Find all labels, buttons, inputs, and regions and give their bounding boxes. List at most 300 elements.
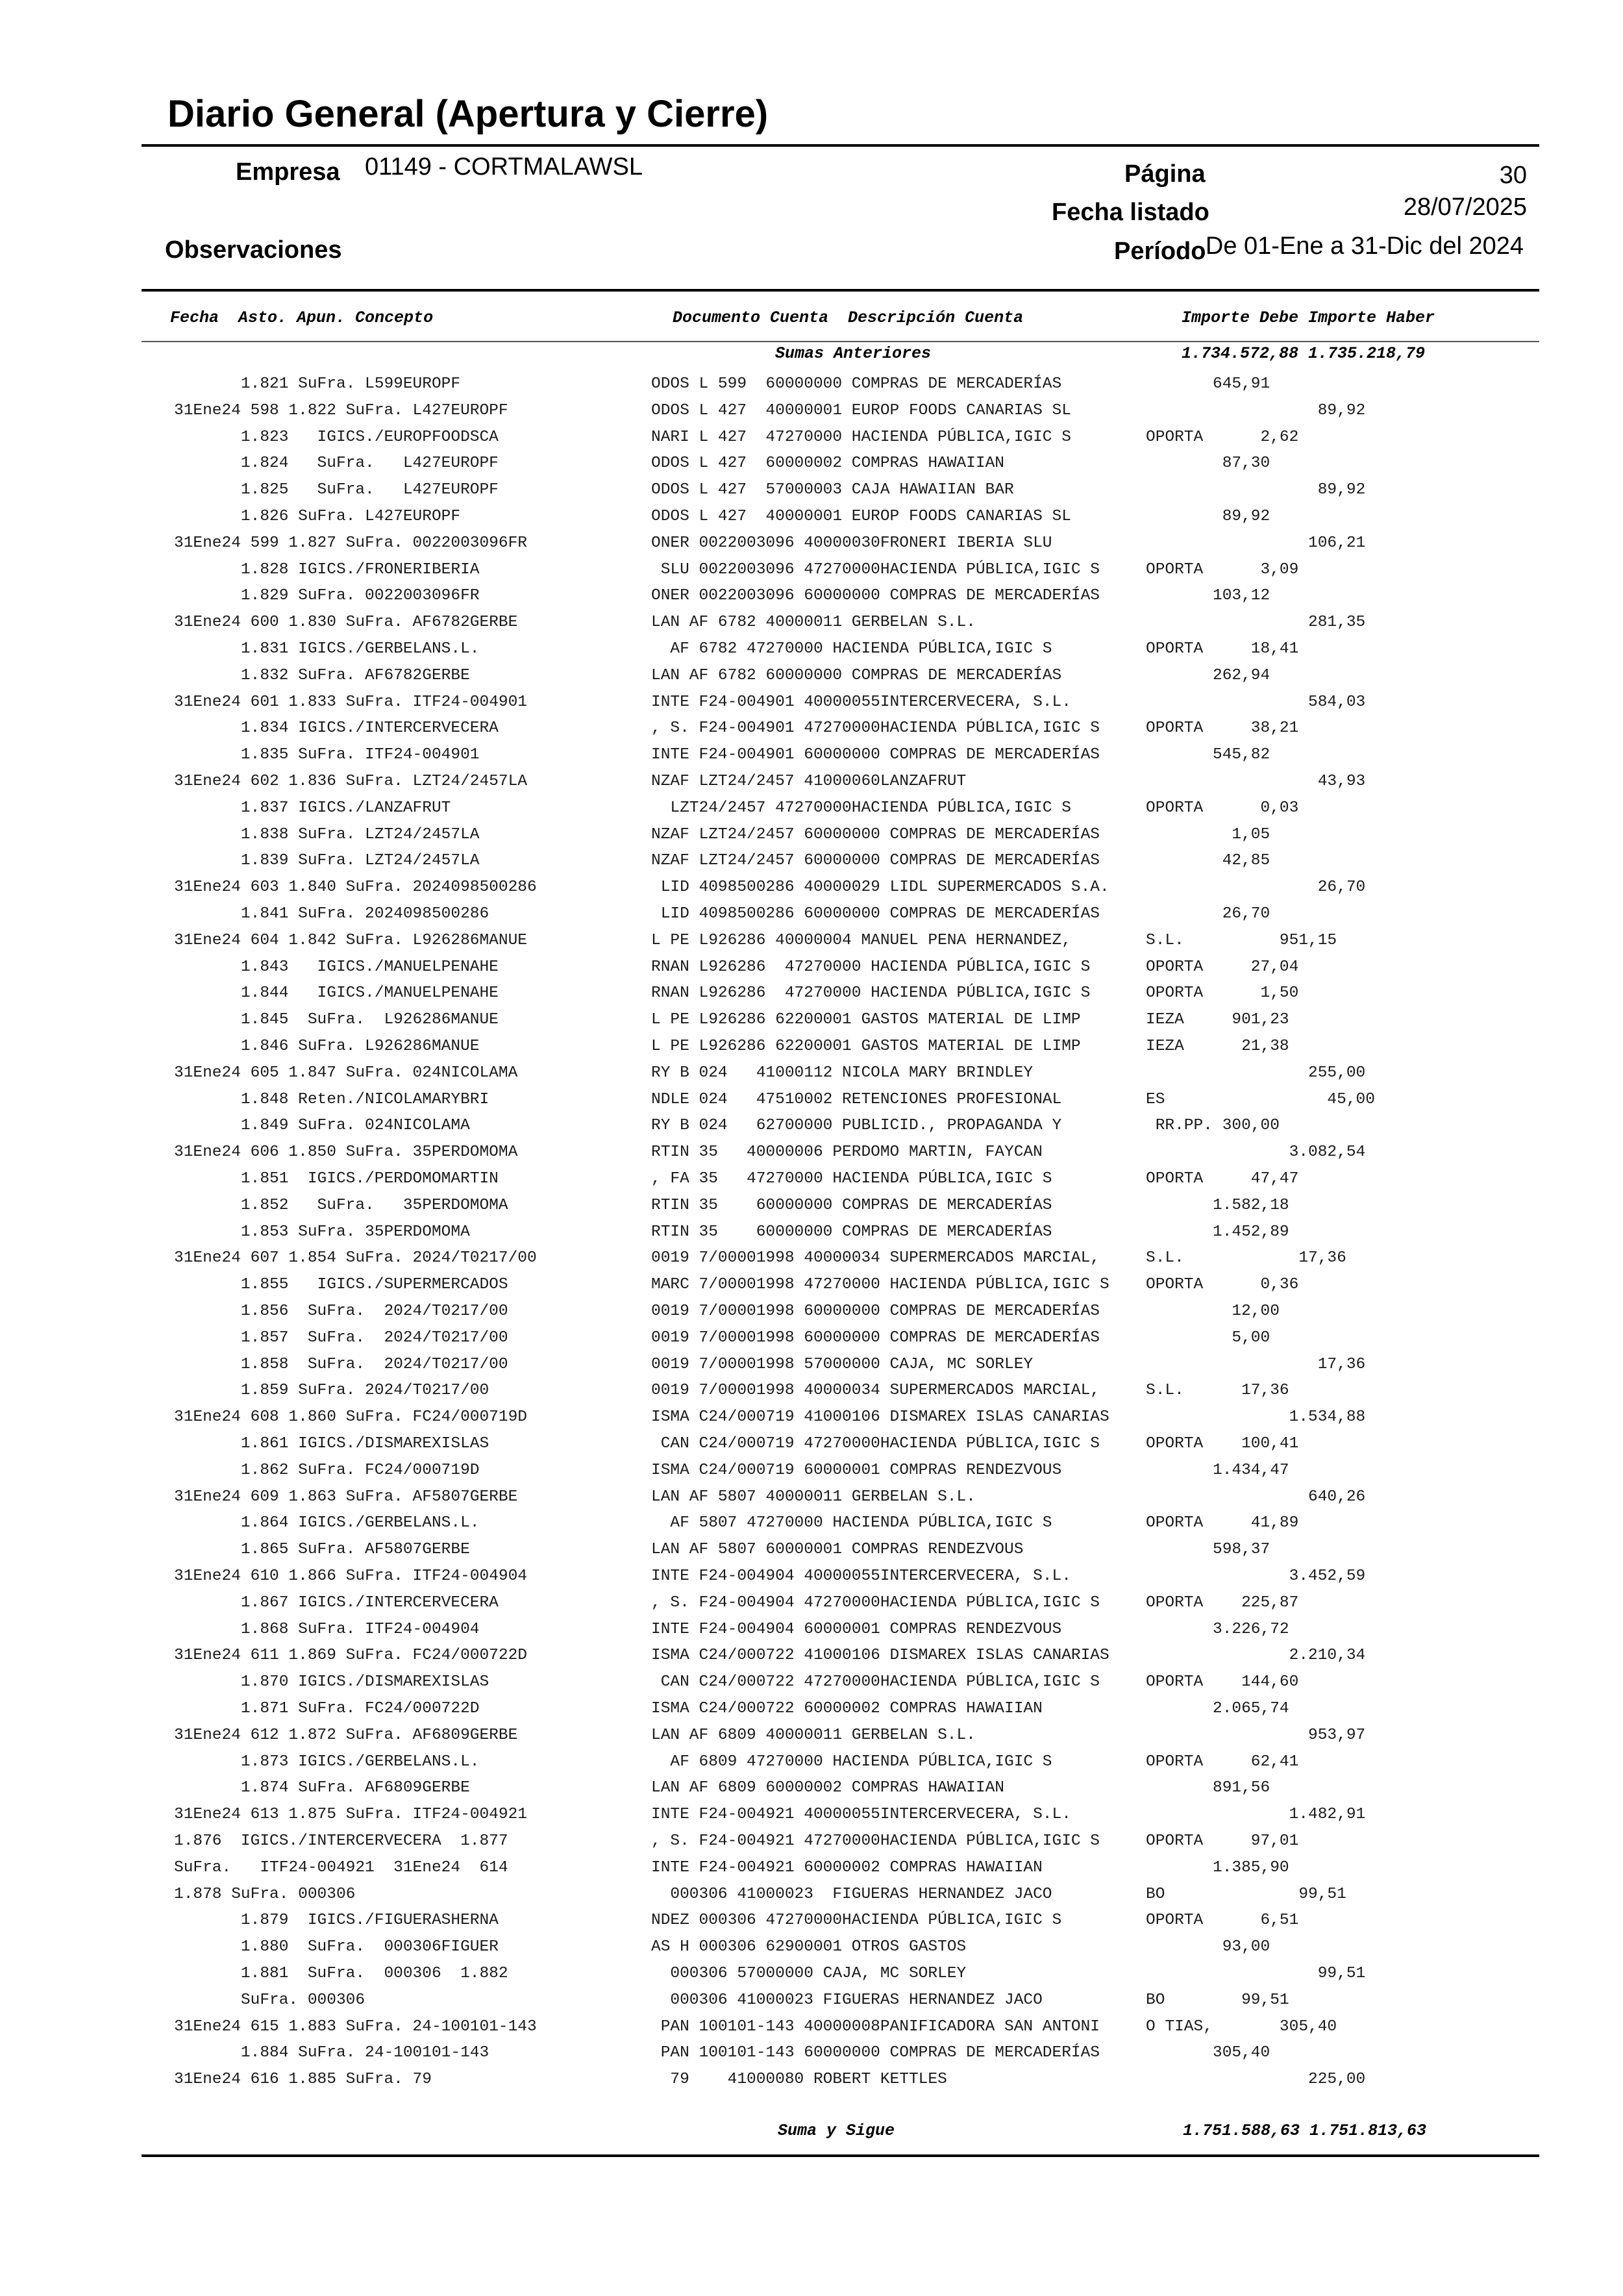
table-row xyxy=(0,905,1623,932)
entry-account: RTIN 35 40000006 PERDOMO MARTIN, FAYCAN xyxy=(651,1143,1043,1162)
entry-amount: 38,21 xyxy=(1213,719,1299,738)
entry-amount: 18,41 xyxy=(1213,640,1299,658)
entry-note: RR.PP. xyxy=(1146,1117,1213,1135)
entry-concept: 31Ene24 610 1.866 SuFra. ITF24-004904 xyxy=(174,1567,527,1585)
entry-account: LAN AF 6809 40000011 GERBELAN S.L. xyxy=(651,1726,976,1744)
entry-concept: 1.867 IGICS./INTERCERVECERA xyxy=(174,1593,499,1612)
table-row xyxy=(0,508,1623,534)
table-row xyxy=(0,1912,1623,1938)
periodo-label: Período xyxy=(1114,238,1206,265)
entry-concept: 1.849 SuFra. 024NICOLAMA xyxy=(174,1117,470,1135)
table-row xyxy=(0,402,1623,429)
entry-amount: 953,97 xyxy=(1213,1726,1366,1744)
entry-amount: 1.385,90 xyxy=(1213,1858,1289,1877)
table-row xyxy=(0,1329,1623,1356)
entry-account: LAN AF 6782 40000011 GERBELAN S.L. xyxy=(651,614,976,632)
entry-amount: 45,00 xyxy=(1213,1090,1375,1108)
table-row xyxy=(0,1382,1623,1408)
entry-account: L PE L926286 62200001 GASTOS MATERIAL DE LIMP xyxy=(651,1011,1081,1029)
table-row xyxy=(0,1197,1623,1223)
table-row xyxy=(0,1594,1623,1621)
report-title: Diario General (Apertura y Cierre) xyxy=(167,93,769,135)
entry-amount: 99,51 xyxy=(1213,1965,1366,1982)
entry-account: ISMA C24/000722 41000106 DISMAREX ISLAS CANARIAS xyxy=(651,1647,1109,1665)
entry-note: S.L. xyxy=(1146,1382,1184,1400)
entry-amount: 89,92 xyxy=(1213,401,1366,419)
entry-concept: 1.843 IGICS./MANUELPENAHE xyxy=(174,958,499,976)
entry-amount: 300,00 xyxy=(1213,1117,1280,1135)
column-header-left: Fecha Asto. Apun. Concepto xyxy=(170,308,434,327)
entry-note: OPORTA xyxy=(1146,719,1204,738)
table-row xyxy=(0,1356,1623,1382)
entry-account: LAN AF 5807 40000011 GERBELAN S.L. xyxy=(651,1488,976,1506)
table-row xyxy=(0,1091,1623,1117)
entry-note: OPORTA xyxy=(1146,560,1204,579)
entry-amount: 26,70 xyxy=(1213,905,1270,923)
entry-amount: 89,92 xyxy=(1213,508,1270,525)
entry-concept: 1.856 SuFra. 2024/T0217/00 xyxy=(174,1303,508,1320)
entry-account: ODOS L 427 57000003 CAJA HAWAIIAN BAR xyxy=(651,481,1014,499)
entry-account: INTE F24-004904 40000055INTERCERVECERA, S.L. xyxy=(651,1567,1071,1585)
column-header-middle: Documento Cuenta Descripción Cuenta xyxy=(673,308,1024,327)
table-row xyxy=(0,1435,1623,1462)
entry-account: NZAF LZT24/2457 60000000 COMPRAS DE MERCADERÍAS xyxy=(651,852,1100,870)
entry-concept: 1.846 SuFra. L926286MANUE xyxy=(174,1038,480,1055)
entry-amount: 99,51 xyxy=(1213,1885,1346,1903)
table-row xyxy=(0,1965,1623,1991)
entry-concept: 31Ene24 616 1.885 SuFra. 79 xyxy=(174,2071,432,2089)
entry-concept: 1.852 SuFra. 35PERDOMOMA xyxy=(174,1196,508,1214)
table-row xyxy=(0,561,1623,588)
entry-account: LAN AF 6809 60000002 COMPRAS HAWAIIAN xyxy=(651,1779,1004,1797)
entry-amount: 2.210,34 xyxy=(1213,1647,1366,1665)
entry-amount: 225,87 xyxy=(1213,1593,1299,1612)
entry-note: OPORTA xyxy=(1146,1276,1204,1294)
entry-concept: 31Ene24 613 1.875 SuFra. ITF24-004921 xyxy=(174,1806,527,1824)
table-row xyxy=(0,1753,1623,1780)
entry-concept: 1.835 SuFra. ITF24-004901 xyxy=(174,746,480,764)
pagina-value: 30 xyxy=(1499,162,1527,189)
table-row xyxy=(0,667,1623,693)
entry-amount: 640,26 xyxy=(1213,1488,1366,1506)
entry-concept: 1.871 SuFra. FC24/000722D xyxy=(174,1700,480,1717)
entry-account: 79 41000080 ROBERT KETTLES xyxy=(651,2071,947,2089)
table-row xyxy=(0,1991,1623,2018)
table-row xyxy=(0,1859,1623,1886)
entry-account: L PE L926286 62200001 GASTOS MATERIAL DE LIMP xyxy=(651,1038,1081,1055)
entry-concept: 1.853 SuFra. 35PERDOMOMA xyxy=(174,1223,470,1241)
entry-amount: 1.534,88 xyxy=(1213,1408,1366,1427)
entry-account: ISMA C24/000719 60000001 COMPRAS RENDEZVOUS xyxy=(651,1461,1062,1479)
entry-note: O TIAS, xyxy=(1146,2017,1213,2036)
table-row xyxy=(0,1038,1623,1064)
table-row xyxy=(0,852,1623,879)
table-row xyxy=(0,1621,1623,1647)
entry-concept: 1.851 IGICS./PERDOMOMARTIN xyxy=(174,1170,499,1188)
entry-amount: 891,56 xyxy=(1213,1779,1270,1797)
entry-amount: 97,01 xyxy=(1213,1832,1299,1850)
entry-concept: 1.861 IGICS./DISMAREXISLAS xyxy=(174,1435,489,1453)
entry-account: RNAN L926286 47270000 HACIENDA PÚBLICA,IGIC S xyxy=(651,984,1091,1003)
entry-note: OPORTA xyxy=(1146,1753,1204,1771)
entry-account: MARC 7/00001998 47270000 HACIENDA PÚBLICA,IGIC S xyxy=(651,1276,1109,1294)
entry-amount: 17,36 xyxy=(1213,1355,1366,1373)
entry-amount: 100,41 xyxy=(1213,1435,1299,1453)
table-row xyxy=(0,773,1623,799)
entry-amount: 584,03 xyxy=(1213,693,1366,711)
entry-amount: 12,00 xyxy=(1213,1303,1280,1320)
entry-amount: 0,03 xyxy=(1213,799,1299,817)
entry-account: RY B 024 62700000 PUBLICID., PROPAGANDA Y xyxy=(651,1117,1062,1135)
table-row xyxy=(0,1779,1623,1806)
table-row xyxy=(0,879,1623,905)
entry-account: , FA 35 47270000 HACIENDA PÚBLICA,IGIC S xyxy=(651,1170,1052,1188)
entry-note: OPORTA xyxy=(1146,984,1204,1003)
entry-account: NZAF LZT24/2457 41000060LANZAFRUT xyxy=(651,773,967,790)
entry-concept: 1.874 SuFra. AF6809GERBE xyxy=(174,1779,470,1797)
title-rule xyxy=(142,144,1539,147)
entry-amount: 1.482,91 xyxy=(1213,1806,1366,1824)
fecha-listado-value: 28/07/2025 xyxy=(1403,193,1527,221)
entry-note: OPORTA xyxy=(1146,428,1204,446)
table-row xyxy=(0,958,1623,985)
table-row xyxy=(0,429,1623,455)
entry-account: RTIN 35 60000000 COMPRAS DE MERCADERÍAS xyxy=(651,1223,1052,1241)
entry-amount: 281,35 xyxy=(1213,614,1366,632)
entry-account: LAN AF 5807 60000001 COMPRAS RENDEZVOUS xyxy=(651,1541,1024,1559)
entry-amount: 21,38 xyxy=(1213,1038,1289,1055)
entry-concept: 31Ene24 608 1.860 SuFra. FC24/000719D xyxy=(174,1408,527,1427)
entry-account: 0019 7/00001998 60000000 COMPRAS DE MERCADERÍAS xyxy=(651,1329,1100,1347)
entry-concept: 1.837 IGICS./LANZAFRUT xyxy=(174,799,451,817)
table-row xyxy=(0,1727,1623,1753)
entry-amount: 43,93 xyxy=(1213,773,1366,790)
table-row xyxy=(0,1806,1623,1832)
entry-concept: 1.832 SuFra. AF6782GERBE xyxy=(174,666,470,684)
entry-concept: 1.857 SuFra. 2024/T0217/00 xyxy=(174,1329,508,1347)
table-row xyxy=(0,1700,1623,1727)
entry-concept: 31Ene24 604 1.842 SuFra. L926286MANUE xyxy=(174,931,527,949)
table-row xyxy=(0,1143,1623,1170)
entry-note: OPORTA xyxy=(1146,1435,1204,1453)
entry-concept: 1.831 IGICS./GERBELANS.L. xyxy=(174,640,480,658)
entry-account: CAN C24/000722 47270000HACIENDA PÚBLICA,IGIC S xyxy=(651,1673,1100,1691)
periodo-value: De 01-Ene a 31-Dic del 2024 xyxy=(1205,232,1524,260)
entry-account: INTE F24-004904 60000001 COMPRAS RENDEZVOUS xyxy=(651,1620,1062,1638)
table-row xyxy=(0,534,1623,561)
entry-concept: 31Ene24 598 1.822 SuFra. L427EUROPF xyxy=(174,401,508,419)
entry-concept: 31Ene24 615 1.883 SuFra. 24-100101-143 xyxy=(174,2017,537,2036)
table-row xyxy=(0,1541,1623,1567)
sumas-anteriores-label: Sumas Anteriores xyxy=(775,344,932,363)
entry-amount: 41,89 xyxy=(1213,1514,1299,1532)
entry-account: NDEZ 000306 47270000HACIENDA PÚBLICA,IGIC S xyxy=(651,1912,1062,1930)
empresa-label: Empresa xyxy=(236,158,340,186)
entry-amount: 1,05 xyxy=(1213,825,1270,843)
table-row xyxy=(0,984,1623,1011)
entry-concept: 31Ene24 601 1.833 SuFra. ITF24-004901 xyxy=(174,693,527,711)
table-row xyxy=(0,614,1623,640)
entry-concept: 1.880 SuFra. 000306FIGUER xyxy=(174,1938,499,1956)
entry-account: ODOS L 599 60000000 COMPRAS DE MERCADERÍAS xyxy=(651,375,1062,393)
entry-account: LZT24/2457 47270000HACIENDA PÚBLICA,IGIC S xyxy=(651,799,1071,817)
entry-note: BO xyxy=(1146,1885,1165,1903)
entry-note: OPORTA xyxy=(1146,1912,1204,1930)
entry-account: NARI L 427 47270000 HACIENDA PÚBLICA,IGIC S xyxy=(651,428,1071,446)
entry-concept: 31Ene24 607 1.854 SuFra. 2024/T0217/00 xyxy=(174,1249,537,1267)
entry-concept: 1.844 IGICS./MANUELPENAHE xyxy=(174,984,499,1003)
fecha-listado-label: Fecha listado xyxy=(1052,199,1209,226)
entry-concept: 1.868 SuFra. ITF24-004904 xyxy=(174,1620,480,1638)
entry-concept: 31Ene24 600 1.830 SuFra. AF6782GERBE xyxy=(174,614,518,632)
entry-account: RY B 024 41000112 NICOLA MARY BRINDLEY xyxy=(651,1064,1034,1082)
entry-concept: 1.829 SuFra. 0022003096FR xyxy=(174,587,480,605)
empresa-value: 01149 - CORTMALAWSL xyxy=(365,153,643,181)
entry-amount: 106,21 xyxy=(1213,534,1366,552)
table-row xyxy=(0,719,1623,746)
table-row xyxy=(0,1673,1623,1700)
observaciones-label: Observaciones xyxy=(165,236,342,264)
table-row xyxy=(0,2018,1623,2045)
entry-account: AS H 000306 62900001 OTROS GASTOS xyxy=(651,1938,967,1956)
suma-y-sigue-label: Suma y Sigue xyxy=(778,2121,895,2140)
entry-note: S.L. xyxy=(1146,931,1184,949)
table-row xyxy=(0,2044,1623,2071)
entry-account: LID 4098500286 60000000 COMPRAS DE MERCADERÍAS xyxy=(651,905,1100,923)
entry-amount: 262,94 xyxy=(1213,666,1270,684)
entry-account: ONER 0022003096 40000030FRONERI IBERIA SLU xyxy=(651,534,1052,552)
entry-account: INTE F24-004901 60000000 COMPRAS DE MERCADERÍAS xyxy=(651,746,1100,764)
entry-amount: 1,50 xyxy=(1213,984,1299,1003)
entry-note: OPORTA xyxy=(1146,1514,1204,1532)
entry-account: ONER 0022003096 60000000 COMPRAS DE MERCADERÍAS xyxy=(651,587,1100,605)
table-row xyxy=(0,2071,1623,2097)
entry-concept: 31Ene24 612 1.872 SuFra. AF6809GERBE xyxy=(174,1726,518,1744)
entry-amount: 305,40 xyxy=(1213,2044,1270,2062)
entry-account: PAN 100101-143 40000008PANIFICADORA SAN ANTONI xyxy=(651,2017,1100,2036)
entry-concept: 31Ene24 602 1.836 SuFra. LZT24/2457LA xyxy=(174,773,527,790)
entry-amount: 3.226,72 xyxy=(1213,1620,1289,1638)
table-row xyxy=(0,1064,1623,1091)
table-row xyxy=(0,455,1623,481)
entry-amount: 87,30 xyxy=(1213,455,1270,473)
table-row xyxy=(0,1303,1623,1329)
entry-account: 0019 7/00001998 60000000 COMPRAS DE MERCADERÍAS xyxy=(651,1303,1100,1320)
entry-account: AF 6809 47270000 HACIENDA PÚBLICA,IGIC S xyxy=(651,1753,1052,1771)
entry-amount: 99,51 xyxy=(1213,1991,1289,2009)
entry-account: NDLE 024 47510002 RETENCIONES PROFESIONAL xyxy=(651,1090,1062,1108)
entry-note: OPORTA xyxy=(1146,1673,1204,1691)
entry-concept: 31Ene24 603 1.840 SuFra. 2024098500286 xyxy=(174,879,537,897)
entry-account: INTE F24-004901 40000055INTERCERVECERA, S.L. xyxy=(651,693,1071,711)
entry-note: OPORTA xyxy=(1146,958,1204,976)
pagina-label: Página xyxy=(1124,160,1206,188)
entry-concept: 1.848 Reten./NICOLAMARYBRI xyxy=(174,1090,489,1108)
column-header-rule xyxy=(142,341,1539,342)
entry-concept: 1.865 SuFra. AF5807GERBE xyxy=(174,1541,470,1559)
entry-amount: 3.452,59 xyxy=(1213,1567,1366,1585)
table-row xyxy=(0,826,1623,853)
entry-amount: 17,36 xyxy=(1213,1382,1289,1400)
entry-account: INTE F24-004921 60000002 COMPRAS HAWAIIAN xyxy=(651,1858,1043,1877)
entry-account: AF 6782 47270000 HACIENDA PÚBLICA,IGIC S xyxy=(651,640,1052,658)
entry-account: , S. F24-004921 47270000HACIENDA PÚBLICA,IGIC S xyxy=(651,1832,1100,1850)
footer-rule xyxy=(142,2154,1539,2157)
entry-note: OPORTA xyxy=(1146,1832,1204,1850)
table-row xyxy=(0,746,1623,773)
table-row xyxy=(0,1011,1623,1038)
table-row xyxy=(0,1223,1623,1250)
table-row xyxy=(0,693,1623,720)
table-row xyxy=(0,1938,1623,1965)
entry-concept: 31Ene24 605 1.847 SuFra. 024NICOLAMA xyxy=(174,1064,518,1082)
table-row xyxy=(0,587,1623,614)
entry-account: ODOS L 427 40000001 EUROP FOODS CANARIAS SL xyxy=(651,401,1071,419)
entry-amount: 144,60 xyxy=(1213,1673,1299,1691)
entry-concept: 1.870 IGICS./DISMAREXISLAS xyxy=(174,1673,489,1691)
entry-account: 0019 7/00001998 40000034 SUPERMERCADOS MARCIAL, xyxy=(651,1382,1100,1400)
entry-note: IEZA xyxy=(1146,1038,1184,1055)
entry-concept: 1.823 IGICS./EUROPFOODSCA xyxy=(174,428,499,446)
entry-note: OPORTA xyxy=(1146,1593,1204,1612)
entry-amount: 225,00 xyxy=(1213,2071,1366,2089)
table-row xyxy=(0,1170,1623,1197)
entry-concept: 31Ene24 599 1.827 SuFra. 0022003096FR xyxy=(174,534,527,552)
entry-account: ISMA C24/000719 41000106 DISMAREX ISLAS CANARIAS xyxy=(651,1408,1109,1427)
entry-concept: SuFra. ITF24-004921 31Ene24 614 xyxy=(174,1858,508,1877)
entry-concept: 1.873 IGICS./GERBELANS.L. xyxy=(174,1753,480,1771)
entry-concept: 1.825 SuFra. L427EUROPF xyxy=(174,481,499,499)
entry-account: 000306 57000000 CAJA, MC SORLEY xyxy=(651,1965,967,1982)
entry-amount: 103,12 xyxy=(1213,587,1270,605)
entry-amount: 901,23 xyxy=(1213,1011,1289,1029)
entry-concept: 31Ene24 606 1.850 SuFra. 35PERDOMOMA xyxy=(174,1143,518,1162)
entry-concept: 1.881 SuFra. 000306 1.882 xyxy=(174,1965,508,1982)
table-row xyxy=(0,1462,1623,1488)
entry-amount: 89,92 xyxy=(1213,481,1366,499)
entry-account: SLU 0022003096 47270000HACIENDA PÚBLICA,IGIC S xyxy=(651,560,1100,579)
entry-amount: 17,36 xyxy=(1213,1249,1346,1267)
entry-account: 0019 7/00001998 57000000 CAJA, MC SORLEY xyxy=(651,1355,1034,1373)
table-row xyxy=(0,1647,1623,1673)
entry-account: INTE F24-004921 40000055INTERCERVECERA, S.L. xyxy=(651,1806,1071,1824)
entry-amount: 2,62 xyxy=(1213,428,1299,446)
entry-concept: 1.821 SuFra. L599EUROPF xyxy=(174,375,461,393)
entry-amount: 6,51 xyxy=(1213,1912,1299,1930)
table-row xyxy=(0,1117,1623,1143)
entry-amount: 255,00 xyxy=(1213,1064,1366,1082)
entry-note: ES xyxy=(1146,1090,1165,1108)
entry-note: BO xyxy=(1146,1991,1165,2009)
entry-concept: 1.884 SuFra. 24-100101-143 xyxy=(174,2044,489,2062)
entry-amount: 545,82 xyxy=(1213,746,1270,764)
entry-account: , S. F24-004901 47270000HACIENDA PÚBLICA,IGIC S xyxy=(651,719,1100,738)
entry-account: ODOS L 427 60000002 COMPRAS HAWAIIAN xyxy=(651,455,1004,473)
entry-concept: 1.841 SuFra. 2024098500286 xyxy=(174,905,489,923)
entry-account: 000306 41000023 FIGUERAS HERNANDEZ JACO xyxy=(651,1991,1043,2009)
entry-note: OPORTA xyxy=(1146,640,1204,658)
entry-account: RNAN L926286 47270000 HACIENDA PÚBLICA,IGIC S xyxy=(651,958,1091,976)
entry-concept: 1.828 IGICS./FRONERIBERIA xyxy=(174,560,480,579)
entry-concept: 1.845 SuFra. L926286MANUE xyxy=(174,1011,499,1029)
entry-amount: 5,00 xyxy=(1213,1329,1270,1347)
entry-account: RTIN 35 60000000 COMPRAS DE MERCADERÍAS xyxy=(651,1196,1052,1214)
table-row xyxy=(0,375,1623,402)
table-row xyxy=(0,1488,1623,1515)
suma-y-sigue-values: 1.751.588,63 1.751.813,63 xyxy=(1183,2121,1427,2140)
entry-concept: 1.855 IGICS./SUPERMERCADOS xyxy=(174,1276,508,1294)
entry-account: ISMA C24/000722 60000002 COMPRAS HAWAIIAN xyxy=(651,1700,1043,1717)
entry-account: NZAF LZT24/2457 60000000 COMPRAS DE MERCADERÍAS xyxy=(651,825,1100,843)
entry-concept: 1.864 IGICS./GERBELANS.L. xyxy=(174,1514,480,1532)
column-header-right: Importe Debe Importe Haber xyxy=(1182,308,1435,327)
entry-amount: 42,85 xyxy=(1213,852,1270,870)
header-rule xyxy=(142,289,1539,292)
table-row xyxy=(0,481,1623,508)
entry-concept: 1.859 SuFra. 2024/T0217/00 xyxy=(174,1382,489,1400)
entry-account: L PE L926286 40000004 MANUEL PENA HERNANDEZ, xyxy=(651,931,1071,949)
entry-concept: 1.878 SuFra. 000306 xyxy=(174,1885,356,1903)
entry-account: AF 5807 47270000 HACIENDA PÚBLICA,IGIC S xyxy=(651,1514,1052,1532)
table-row xyxy=(0,1514,1623,1541)
entry-concept: 1.838 SuFra. LZT24/2457LA xyxy=(174,825,480,843)
entry-concept: 1.834 IGICS./INTERCERVECERA xyxy=(174,719,499,738)
entry-account: CAN C24/000719 47270000HACIENDA PÚBLICA,IGIC S xyxy=(651,1435,1100,1453)
entry-concept: 1.824 SuFra. L427EUROPF xyxy=(174,455,499,473)
entry-concept: SuFra. 000306 xyxy=(174,1991,365,2009)
entry-concept: 1.858 SuFra. 2024/T0217/00 xyxy=(174,1355,508,1373)
entry-note: OPORTA xyxy=(1146,1170,1204,1188)
entry-note: OPORTA xyxy=(1146,799,1204,817)
table-row xyxy=(0,1832,1623,1859)
entry-concept: 1.879 IGICS./FIGUERASHERNA xyxy=(174,1912,499,1930)
entry-account: LAN AF 6782 60000000 COMPRAS DE MERCADERÍAS xyxy=(651,666,1062,684)
entry-concept: 1.826 SuFra. L427EUROPF xyxy=(174,508,461,525)
entry-concept: 1.839 SuFra. LZT24/2457LA xyxy=(174,852,480,870)
entry-concept: 1.876 IGICS./INTERCERVECERA 1.877 xyxy=(174,1832,508,1850)
entry-note: S.L. xyxy=(1146,1249,1184,1267)
table-row xyxy=(0,1567,1623,1594)
entry-amount: 598,37 xyxy=(1213,1541,1270,1559)
table-row xyxy=(0,1886,1623,1912)
entry-amount: 26,70 xyxy=(1213,879,1366,897)
entry-amount: 645,91 xyxy=(1213,375,1270,393)
entry-amount: 3.082,54 xyxy=(1213,1143,1366,1162)
entry-concept: 31Ene24 609 1.863 SuFra. AF5807GERBE xyxy=(174,1488,518,1506)
entry-note: IEZA xyxy=(1146,1011,1184,1029)
table-row xyxy=(0,1249,1623,1276)
entry-amount: 0,36 xyxy=(1213,1276,1299,1294)
entry-account: LID 4098500286 40000029 LIDL SUPERMERCADOS S.A. xyxy=(651,879,1109,897)
entry-amount: 47,47 xyxy=(1213,1170,1299,1188)
entry-amount: 3,09 xyxy=(1213,560,1299,579)
entry-amount: 2.065,74 xyxy=(1213,1700,1289,1717)
entry-account: ODOS L 427 40000001 EUROP FOODS CANARIAS SL xyxy=(651,508,1071,525)
table-row xyxy=(0,932,1623,958)
table-row xyxy=(0,1276,1623,1303)
entry-amount: 305,40 xyxy=(1213,2017,1337,2036)
entry-account: , S. F24-004904 47270000HACIENDA PÚBLICA,IGIC S xyxy=(651,1593,1100,1612)
entry-account: 000306 41000023 FIGUERAS HERNANDEZ JACO xyxy=(651,1885,1052,1903)
entry-concept: 1.862 SuFra. FC24/000719D xyxy=(174,1461,480,1479)
entry-amount: 951,15 xyxy=(1213,931,1337,949)
entry-amount: 27,04 xyxy=(1213,958,1299,976)
entry-amount: 1.452,89 xyxy=(1213,1223,1289,1241)
entry-amount: 1.582,18 xyxy=(1213,1196,1289,1214)
table-row xyxy=(0,1408,1623,1435)
entry-account: PAN 100101-143 60000000 COMPRAS DE MERCADERÍAS xyxy=(651,2044,1100,2062)
sumas-anteriores-values: 1.734.572,88 1.735.218,79 xyxy=(1182,344,1426,363)
